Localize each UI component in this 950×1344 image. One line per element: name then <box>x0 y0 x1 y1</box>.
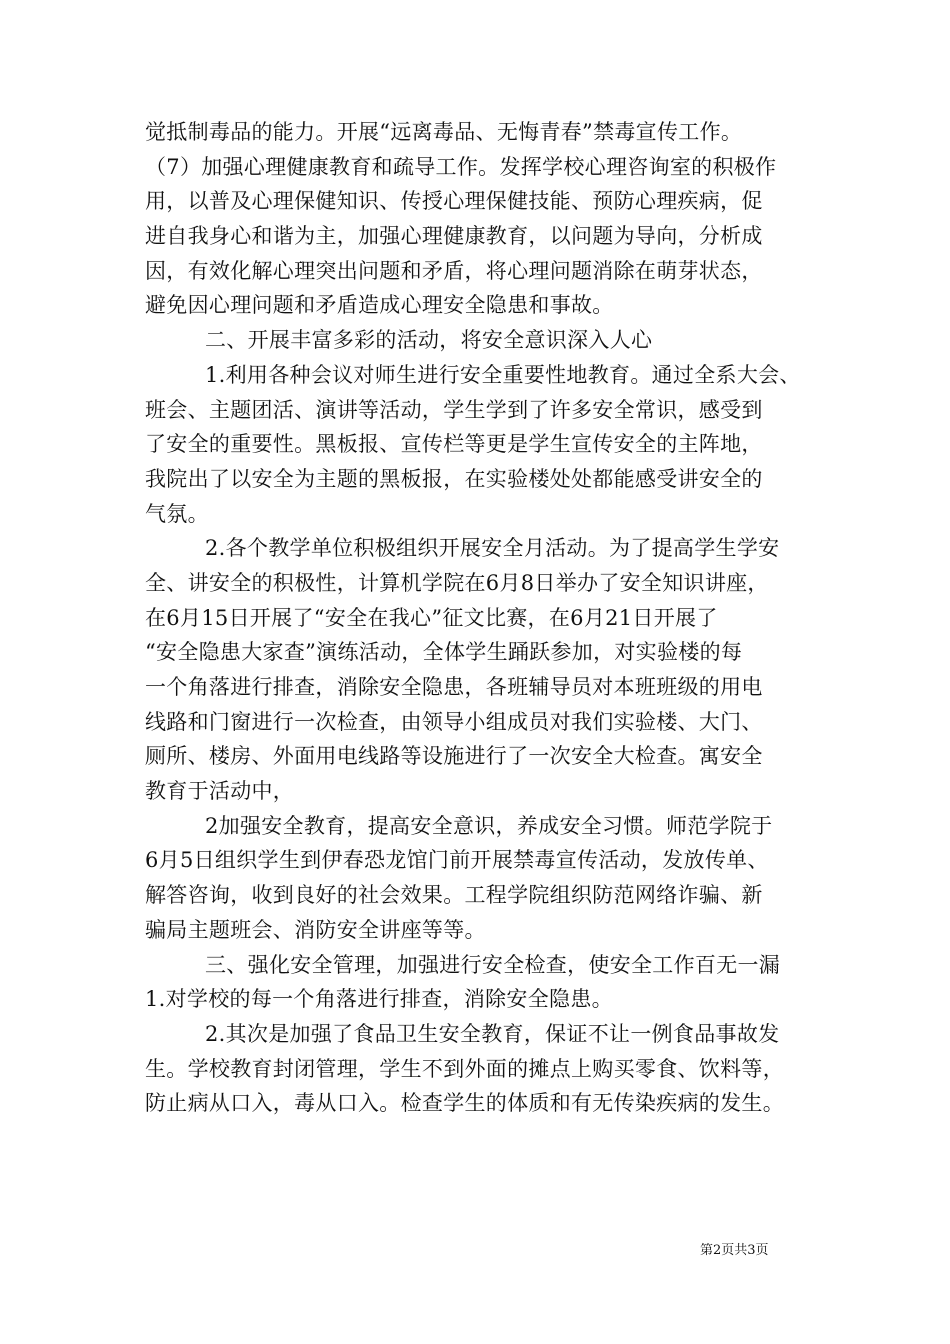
text-line: 一个角落进行排查，消除安全隐患，各班辅导员对本班班级的用电 <box>145 675 763 699</box>
text-line: 生。学校教育封闭管理，学生不到外面的摊点上购买零食、饮料等， <box>145 1056 784 1081</box>
text-line: 班会、主题团活、演讲等活动，学生学到了许多安全常识，感受到 <box>145 397 763 422</box>
text-line: 1.对学校的每一个角落进行排查，消除安全隐患。 <box>145 987 613 1012</box>
text-line: “安全隐患大家查”演练活动，全体学生踊跃参加，对实验楼的每 <box>145 640 743 665</box>
text-line: 因，有效化解心理突出问题和矛盾，将心理问题消除在萌芽状态， <box>145 258 763 283</box>
text-line: （7）加强心理健康教育和疏导工作。发挥学校心理咨询室的积极作 <box>145 154 777 179</box>
text-line: 6月5日组织学生到伊春恐龙馆门前开展禁毒宣传活动，发放传单、 <box>145 848 769 873</box>
text-line: 解答咨询，收到良好的社会效果。工程学院组织防范网络诈骗、新 <box>145 883 763 908</box>
text-line: 厕所、楼房、外面用电线路等设施进行了一次安全大检查。寓安全 <box>145 744 763 769</box>
text-line: 避免因心理问题和矛盾造成心理安全隐患和事故。 <box>145 293 614 318</box>
text-line: 了安全的重要性。黑板报、宣传栏等更是学生宣传安全的主阵地， <box>145 432 763 457</box>
text-line: 进自我身心和谐为主，加强心理健康教育，以问题为导向，分析成 <box>145 224 763 249</box>
text-line: 用，以普及心理保健知识、传授心理保健技能、预防心理疾病，促 <box>145 189 763 214</box>
text-line: 气氛。 <box>145 501 209 526</box>
text-line: 骗局主题班会、消防安全讲座等等。 <box>145 917 486 942</box>
paragraph-start: 2加强安全教育，提高安全意识，养成安全习惯。师范学院于 <box>205 813 773 838</box>
text-line: 全、讲安全的积极性，计算机学院在6月8日举办了安全知识讲座， <box>145 570 769 595</box>
text-line: 在6月15日开展了“安全在我心”征文比赛，在6月21日开展了 <box>145 605 718 630</box>
section-heading: 二、开展丰富多彩的活动，将安全意识深入人心 <box>205 328 653 353</box>
paragraph-start: 2.各个教学单位积极组织开展安全月活动。为了提高学生学安 <box>205 536 780 561</box>
document-body <box>145 115 835 1121</box>
section-heading: 三、强化安全管理，加强进行安全检查，使安全工作百无一漏 <box>205 952 781 977</box>
page-number: 第2页共3页 <box>700 1243 769 1258</box>
paragraph-start: 2.其次是加强了食品卫生安全教育，保证不让一例食品事故发 <box>205 1021 780 1046</box>
text-line: 我院出了以安全为主题的黑板报，在实验楼处处都能感受讲安全的 <box>145 466 763 491</box>
text-line: 觉抵制毒品的能力。开展“远离毒品、无悔青春”禁毒宣传工作。 <box>145 120 743 144</box>
text-line: 线路和门窗进行一次检查，由领导小组成员对我们实验楼、大门、 <box>145 709 763 734</box>
text-line: 教育于活动中， <box>145 779 295 804</box>
paragraph-start: 1.利用各种会议对师生进行安全重要性地教育。通过全系大会、 <box>205 362 801 387</box>
text-line: 防止病从口入，毒从口入。检查学生的体质和有无传染疾病的发生。 <box>145 1091 784 1116</box>
